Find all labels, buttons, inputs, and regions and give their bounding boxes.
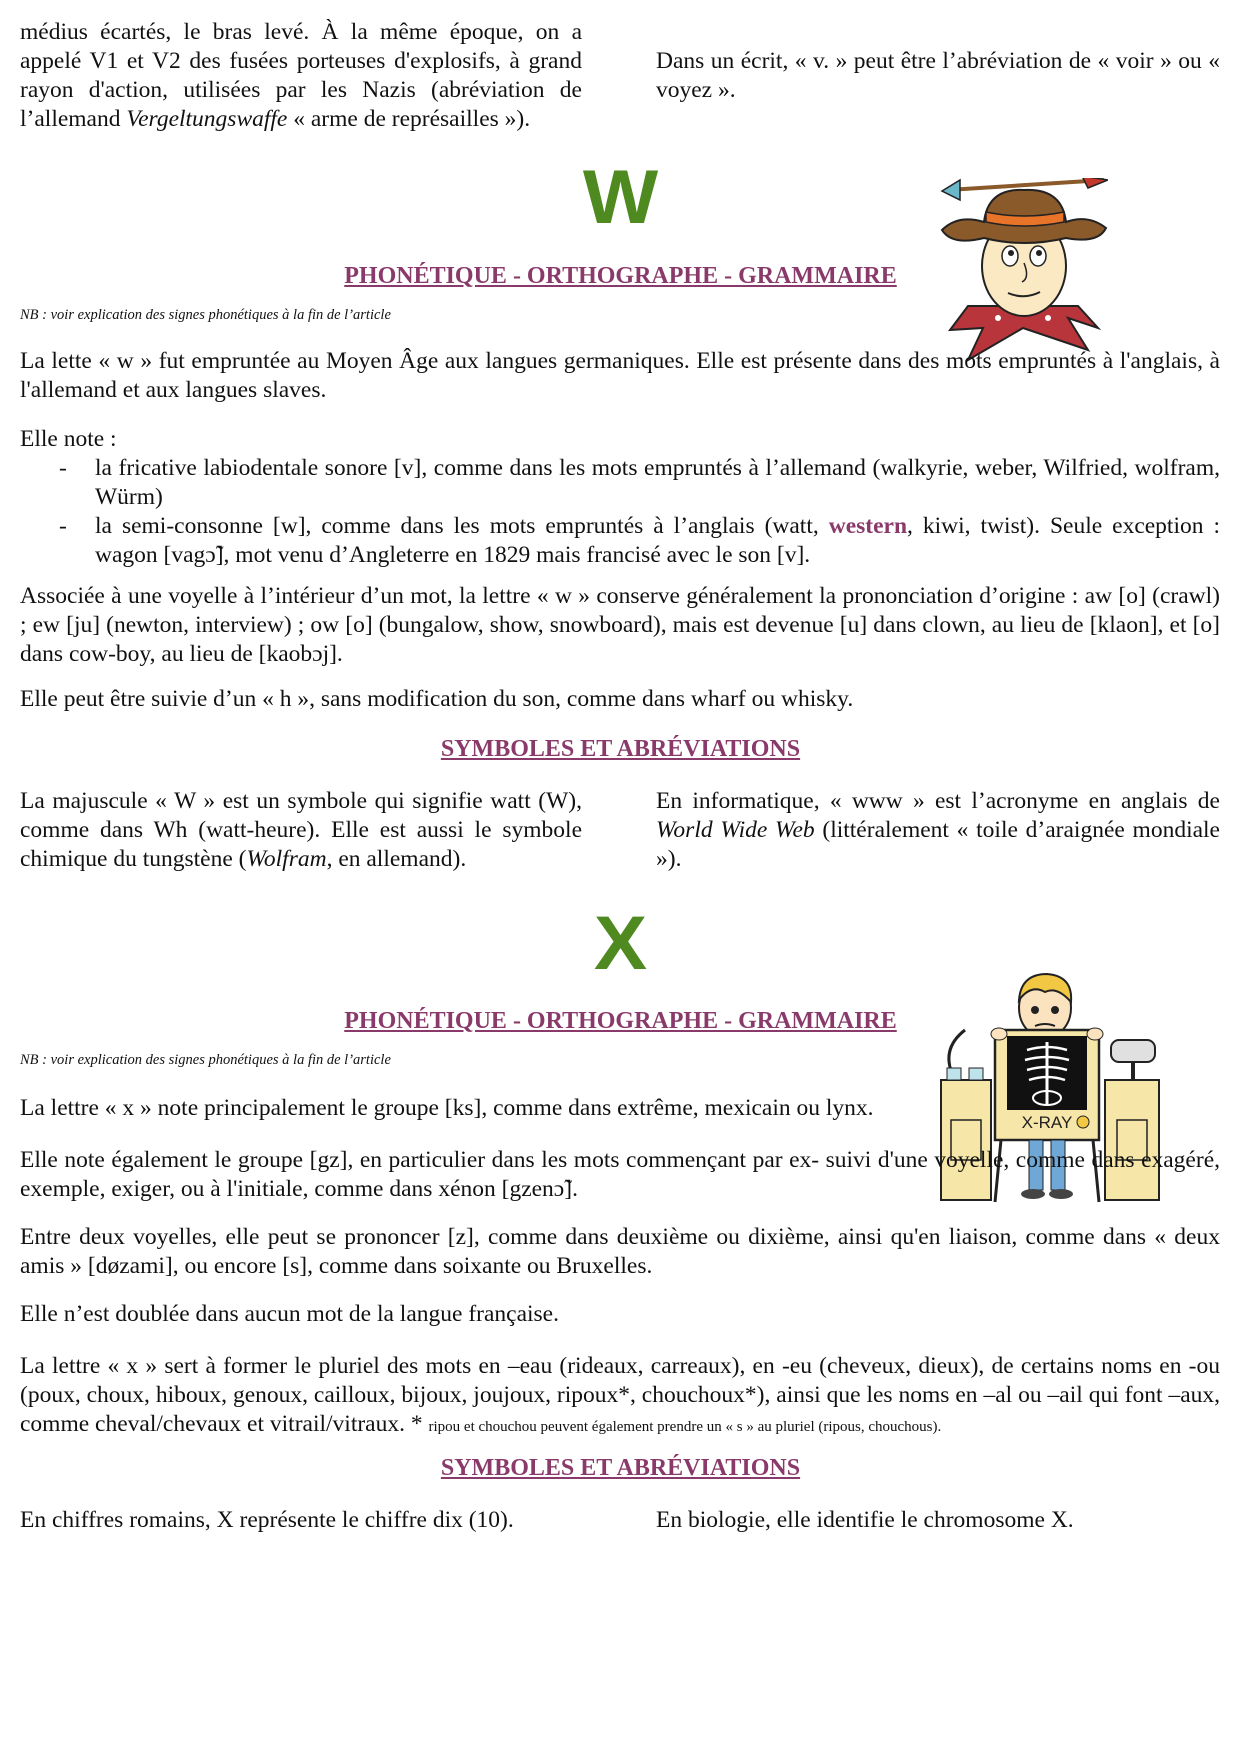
x-paragraph-1: La lettre « x » note principalement le groupe [ks], comme dans extrême, mexicain ou lynx.: [20, 1095, 874, 1121]
x-paragraph-2: Elle note également le groupe [gz], en particulier dans les mots commençant par ex- suivi d'une voyelle, comme dans exagéré, exemple, exiger, ou à l'initiale, comme dans xénon [gzenɔ̃].: [20, 1147, 1220, 1202]
w-symbols-left: La majuscule « W » est un symbole qui signifie watt (W), comme dans Wh (watt-heure). Elle est aussi le symbole chimique du tungstène (Wolfram, en allemand).: [20, 788, 582, 872]
x-nb-note: NB : voir explication des signes phonétiques à la fin de l’article: [20, 1052, 391, 1068]
w-paragraph-2: Elle note :: [20, 426, 117, 452]
w-paragraph-1: La lette « w » fut empruntée au Moyen Âge aux langues germaniques. Elle est présente dans des mots empruntés à l'anglais, à l'allemand et aux langues slaves.: [20, 348, 1220, 403]
w-paragraph-4: Elle peut être suivie d’un « h », sans modification du son, comme dans wharf ou whisky.: [20, 686, 854, 712]
x-phonetics-heading: PHONÉTIQUE - ORTHOGRAPHE - GRAMMAIRE: [344, 1008, 897, 1034]
x-paragraph-4: Elle n’est doublée dans aucun mot de la langue française.: [20, 1301, 559, 1327]
xray-label: X-RAY: [1021, 1113, 1073, 1132]
x-symbols-heading: SYMBOLES ET ABRÉVIATIONS: [440, 1455, 801, 1481]
x-paragraph-5: La lettre « x » sert à former le pluriel des mots en –eau (rideaux, carreaux), en -eu (cheveux, dieux), de certains noms en -ou (poux, choux, hiboux, genoux, cailloux, bijoux, joujoux, ripoux*, chouchoux*), ainsi que les noms en –al ou –ail qui font –aux, comme cheval/chevaux et vitrail/vitraux. * ripou et chouchou peuvent également prendre un « s » au pluriel (ripous, chouchous).: [20, 1353, 1220, 1437]
text-top-left: médius écartés, le bras levé. À la même époque, on a appelé V1 et V2 des fusées porteuses d'explosifs, à grand rayon d'action, utilisées par les Nazis (abréviation de l’allemand Vergeltungswaffe « arme de représailles »).: [20, 19, 582, 132]
letter-w-title: W: [582, 155, 659, 240]
x-symbols-left: En chiffres romains, X représente le chiffre dix (10).: [20, 1507, 514, 1533]
w-symbols-heading: SYMBOLES ET ABRÉVIATIONS: [440, 736, 801, 762]
letter-x-title: X: [593, 901, 648, 986]
w-list-item: - la semi-consonne [w], comme dans les mots empruntés à l’anglais (watt, western, kiwi, twist). Seule exception : wagon [vagɔ̃], mot venu d’Angleterre en 1829 mais francisé avec le son [v].: [20, 512, 1220, 570]
x-paragraph-3: Entre deux voyelles, elle peut se prononcer [z], comme dans deuxième ou dixième, ainsi qu'en liaison, comme dans « deux amis » [døzami], ou encore [s], comme dans soixante ou Bruxelles.: [20, 1224, 1220, 1279]
w-paragraph-3: Associée à une voyelle à l’intérieur d’un mot, la lettre « w » conserve généralement la prononciation d’origine : aw [o] (crawl) ; ew [ju] (newton, interview) ; ow [o] (bungalow, show, snowboard), mais est devenue [u] dans clown, au lieu de [klaon], et [o] dans cow-boy, au lieu de [kaobɔj].: [20, 583, 1220, 667]
w-nb-note: NB : voir explication des signes phonétiques à la fin de l’article: [20, 307, 391, 323]
w-symbols-right: En informatique, « www » est l’acronyme en anglais de World Wide Web (littéralement « toile d’araignée mondiale »).: [656, 788, 1220, 872]
w-phonetics-heading: PHONÉTIQUE - ORTHOGRAPHE - GRAMMAIRE: [344, 263, 897, 289]
x-symbols-right: En biologie, elle identifie le chromosome X.: [656, 1507, 1074, 1533]
w-list-item: - la fricative labiodentale sonore [v], comme dans les mots empruntés à l’allemand (walkyrie, weber, Wilfried, wolfram, Würm): [20, 454, 1220, 512]
text-top-right: Dans un écrit, « v. » peut être l’abréviation de « voir » ou « voyez ».: [656, 48, 1220, 103]
w-list: [20, 454, 1220, 570]
